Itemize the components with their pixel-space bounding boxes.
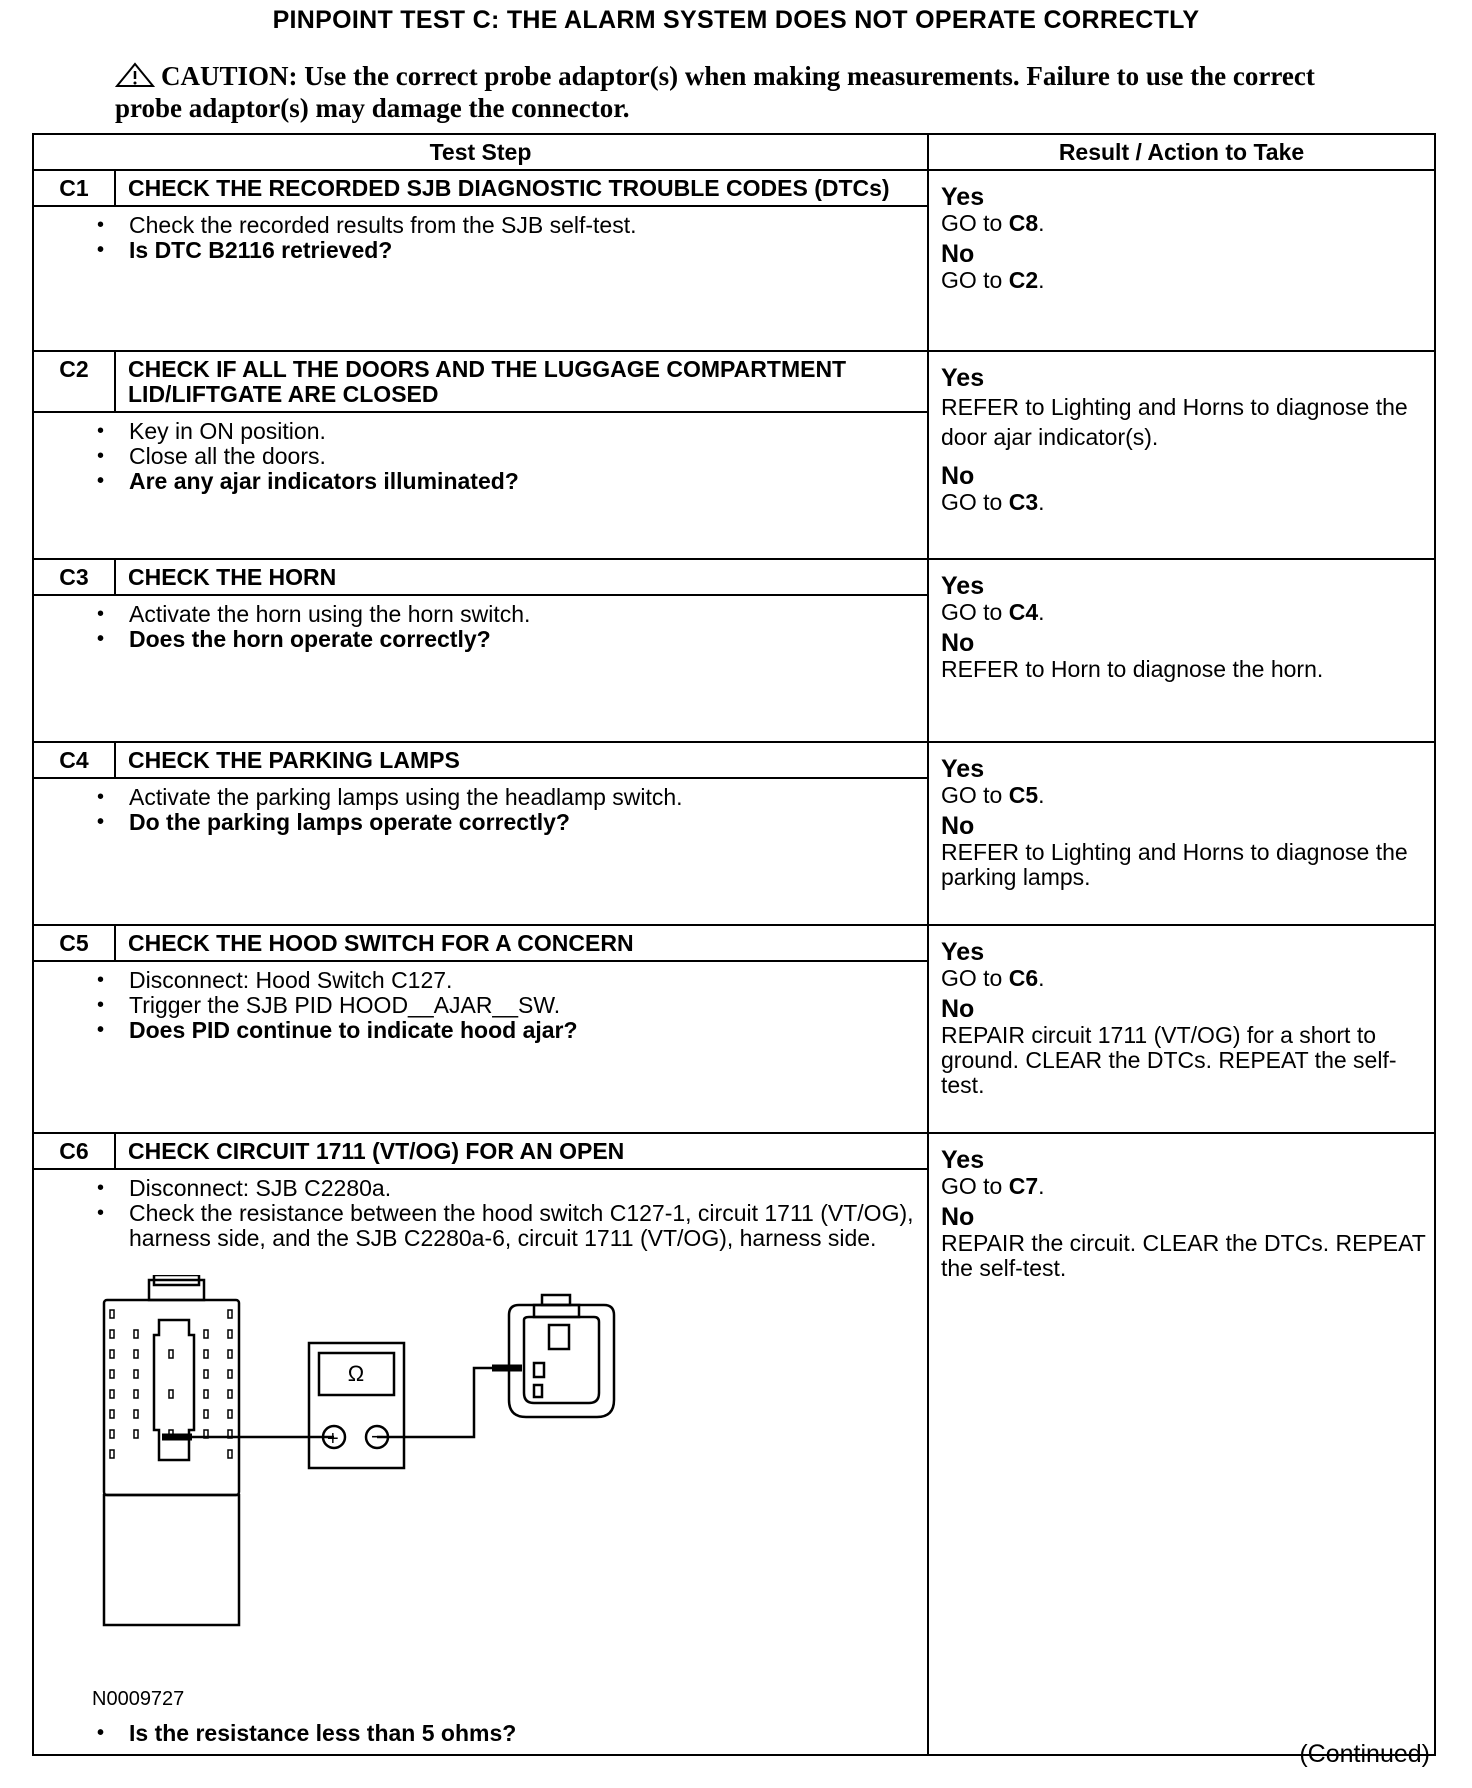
- no-label: No: [941, 629, 975, 657]
- yes-action: REFER to Lighting and Horns to diagnose the door ajar indicator(s).: [941, 394, 1408, 450]
- step-question: • Is DTC B2116 retrieved?: [129, 238, 917, 263]
- warning-triangle-icon: [115, 62, 155, 88]
- table-row: [33, 925, 1435, 1133]
- switch-lead-wire: [377, 1368, 504, 1437]
- col-header-result: Result / Action to Take: [928, 134, 1435, 170]
- ohm-symbol: Ω: [347, 1361, 365, 1386]
- step-title: CHECK THE HOOD SWITCH FOR A CONCERN: [128, 930, 634, 956]
- figure-code: N0009727: [92, 1688, 185, 1710]
- step-id: C3: [34, 560, 116, 594]
- step-title: CHECK THE RECORDED SJB DIAGNOSTIC TROUBLE CODES (DTCs): [128, 175, 890, 201]
- no-action: REPAIR circuit 1711 (VT/OG) for a short to ground. CLEAR the DTCs. REPEAT the self-test.: [941, 1022, 1397, 1098]
- step-instruction: • Trigger the SJB PID HOOD__AJAR__SW.: [129, 993, 917, 1018]
- step-question: • Does the horn operate correctly?: [129, 627, 917, 652]
- step-question: • Is the resistance less than 5 ohms?: [129, 1721, 917, 1746]
- sjb-connector-latch: [149, 1280, 204, 1300]
- yes-action: GO to C4.: [941, 599, 1045, 625]
- table-row: [33, 559, 1435, 742]
- plus-sign: +: [327, 1428, 339, 1450]
- step-title: CHECK IF ALL THE DOORS AND THE LUGGAGE COMPARTMENT LID/LIFTGATE ARE CLOSED: [128, 356, 847, 407]
- yes-label: Yes: [941, 1146, 985, 1174]
- table-row: [33, 1133, 1435, 1755]
- yes-label: Yes: [941, 364, 985, 392]
- result-cell: [928, 559, 1435, 742]
- no-action: REPAIR the circuit. CLEAR the DTCs. REPEAT the self-test.: [941, 1230, 1426, 1281]
- table-row: [33, 170, 1435, 351]
- step-instruction: • Disconnect: Hood Switch C127.: [129, 968, 917, 993]
- step-title: CHECK CIRCUIT 1711 (VT/OG) FOR AN OPEN: [128, 1138, 625, 1164]
- yes-action: GO to C5.: [941, 782, 1045, 808]
- yes-label: Yes: [941, 572, 985, 600]
- result-cell: [928, 170, 1435, 351]
- step-instruction: • Close all the doors.: [129, 444, 917, 469]
- step-instruction: • Activate the horn using the horn switch.: [129, 602, 917, 627]
- no-label: No: [941, 812, 975, 840]
- yes-label: Yes: [941, 755, 985, 783]
- table-row: [33, 351, 1435, 559]
- resistance-measurement-diagram: [44, 1275, 744, 1695]
- step-id: C5: [34, 926, 116, 960]
- yes-action: GO to C6.: [941, 965, 1045, 991]
- step-question: • Do the parking lamps operate correctly?: [129, 810, 917, 835]
- yes-action: GO to C7.: [941, 1173, 1045, 1199]
- page-title: PINPOINT TEST C: THE ALARM SYSTEM DOES NOT OPERATE CORRECTLY: [272, 6, 1200, 34]
- yes-action: GO to C8.: [941, 210, 1045, 236]
- step-instruction: • Key in ON position.: [129, 419, 917, 444]
- test-step-cell: [33, 925, 928, 1133]
- no-action: GO to C2.: [941, 267, 1045, 293]
- wiring-diagram: [44, 1275, 917, 1715]
- step-instruction: • Check the recorded results from the SJB self-test.: [129, 213, 917, 238]
- test-step-cell: [33, 1133, 928, 1755]
- step-id: C1: [34, 171, 116, 205]
- step-instruction: • Check the resistance between the hood switch C127-1, circuit 1711 (VT/OG), harness side, and the SJB C2280a-6, circuit 1711 (VT/OG), harness side.: [129, 1201, 917, 1251]
- step-id: C2: [34, 352, 116, 411]
- result-cell: [928, 742, 1435, 925]
- test-step-cell: [33, 742, 928, 925]
- col-header-test-step: Test Step: [33, 134, 928, 170]
- step-question: • Does PID continue to indicate hood ajar?: [129, 1018, 917, 1043]
- result-cell: [928, 351, 1435, 559]
- minus-sign: −: [371, 1424, 384, 1449]
- yes-label: Yes: [941, 938, 985, 966]
- sjb-connector-housing: [104, 1495, 239, 1625]
- no-label: No: [941, 1203, 975, 1231]
- result-cell: [928, 1133, 1435, 1755]
- table-header-row: [33, 134, 1435, 170]
- test-step-cell: [33, 170, 928, 351]
- step-title: CHECK THE PARKING LAMPS: [128, 747, 460, 773]
- no-action: REFER to Horn to diagnose the horn.: [941, 656, 1324, 682]
- test-step-cell: [33, 559, 928, 742]
- yes-label: Yes: [941, 183, 985, 211]
- no-label: No: [941, 462, 975, 490]
- no-action: REFER to Lighting and Horns to diagnose the parking lamps.: [941, 839, 1408, 890]
- test-steps-table: [32, 133, 1436, 1756]
- step-instruction: • Activate the parking lamps using the headlamp switch.: [129, 785, 917, 810]
- test-step-cell: [33, 351, 928, 559]
- no-label: No: [941, 995, 975, 1023]
- caution-note: [115, 60, 1345, 124]
- step-question: • Are any ajar indicators illuminated?: [129, 469, 917, 494]
- step-id: C6: [34, 1134, 116, 1168]
- step-title: CHECK THE HORN: [128, 564, 337, 590]
- step-instruction: • Disconnect: SJB C2280a.: [129, 1176, 917, 1201]
- result-cell: [928, 925, 1435, 1133]
- caution-text: CAUTION: Use the correct probe adaptor(s) when making measurements. Failure to use the correct probe adaptor(s) may damage the connector.: [115, 61, 1315, 123]
- no-label: No: [941, 240, 975, 268]
- continued-note: (Continued): [1299, 1740, 1430, 1768]
- no-action: GO to C3.: [941, 489, 1045, 515]
- table-row: [33, 742, 1435, 925]
- step-id: C4: [34, 743, 116, 777]
